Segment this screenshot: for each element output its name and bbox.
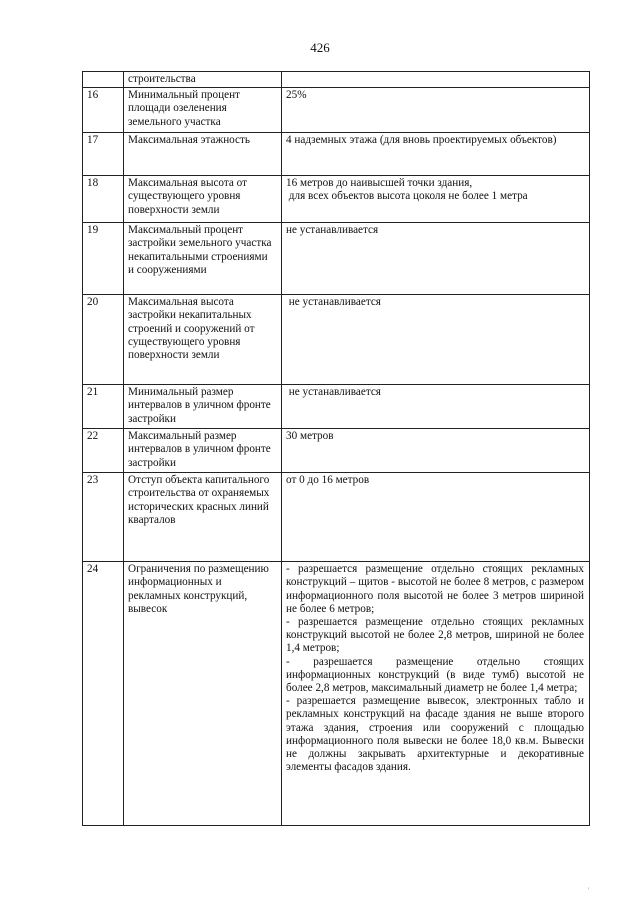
parameter-name: Максимальный размер интервалов в уличном фронте застройки xyxy=(124,429,282,473)
row-number: 20 xyxy=(83,295,124,385)
parameter-value: 25% xyxy=(282,88,590,133)
parameter-value: не устанавливается xyxy=(282,295,590,385)
table-row xyxy=(83,223,590,295)
parameter-name: Ограничения по размещению информационных и рекламных конструкций, вывесок xyxy=(124,562,282,826)
row-number: 24 xyxy=(83,562,124,826)
value-item: - разрешается размещение вывесок, электронных табло и рекламных конструкций на фасаде здания не выше второго этажа здания, строения или сооружений с площадью информационного поля вывески не более 18,0 кв.м. Вывески не должны закрывать архитектурные и декоративные элементы фасадов здания. xyxy=(286,695,584,774)
regulations-table xyxy=(82,71,590,826)
value-line: 16 метров до наивысшей точки здания, xyxy=(286,177,473,190)
parameter-name: Максимальная этажность xyxy=(124,133,282,176)
parameter-value xyxy=(282,562,590,826)
parameter-value: от 0 до 16 метров xyxy=(282,473,590,562)
parameter-name: Минимальный процент площади озеленения земельного участка xyxy=(124,88,282,133)
scan-mark: ' xyxy=(588,886,590,895)
table-row xyxy=(83,88,590,133)
parameter-name: Максимальная высота застройки некапитальных строений и сооружений от существующего уровня поверхности земли xyxy=(124,295,282,385)
row-number: 23 xyxy=(83,473,124,562)
page-number: 426 xyxy=(310,40,330,55)
parameter-name: Минимальный размер интервалов в уличном фронте застройки xyxy=(124,385,282,429)
table-row xyxy=(83,295,590,385)
parameter-value xyxy=(282,176,590,223)
table-row xyxy=(83,385,590,429)
value-line: для всех объектов высота цоколя не более 1 метра xyxy=(286,190,528,203)
parameter-value: 4 надземных этажа (для вновь проектируемых объектов) xyxy=(282,133,590,176)
parameter-name: Отступ объекта капитального строительства от охраняемых исторических красных линий кварталов xyxy=(124,473,282,562)
row-number xyxy=(83,72,124,88)
row-number: 22 xyxy=(83,429,124,473)
table-row xyxy=(83,72,590,88)
parameter-name: Максимальная высота от существующего уровня поверхности земли xyxy=(124,176,282,223)
table-row xyxy=(83,562,590,826)
table-row xyxy=(83,473,590,562)
parameter-value: не устанавливается xyxy=(282,223,590,295)
row-number: 21 xyxy=(83,385,124,429)
row-number: 17 xyxy=(83,133,124,176)
parameter-value xyxy=(282,72,590,88)
table-row xyxy=(83,176,590,223)
row-number: 19 xyxy=(83,223,124,295)
table-row xyxy=(83,429,590,473)
value-item: - разрешается размещение отдельно стоящих информационных конструкций (в виде тумб) высотой не более 2,8 метров, максимальный диаметр не более 1,4 метра; xyxy=(286,655,584,695)
value-item: - разрешается размещение отдельно стоящих рекламных конструкций высотой не более 2,8 метров, шириной не более 1,4 метров; xyxy=(286,616,584,655)
parameter-name: строительства xyxy=(124,72,282,88)
row-number: 16 xyxy=(83,88,124,133)
value-item: - разрешается размещение отдельно стоящих рекламных конструкций – щитов - высотой не более 8 метров, с размером информационного поля высотой не более 3 метров шириной не более 6 метров; xyxy=(286,563,584,615)
row-number: 18 xyxy=(83,176,124,223)
parameter-value: 30 метров xyxy=(282,429,590,473)
parameter-name: Максимальный процент застройки земельного участка некапитальными строениями и сооружениями xyxy=(124,223,282,295)
parameter-value: не устанавливается xyxy=(282,385,590,429)
table-row xyxy=(83,133,590,176)
